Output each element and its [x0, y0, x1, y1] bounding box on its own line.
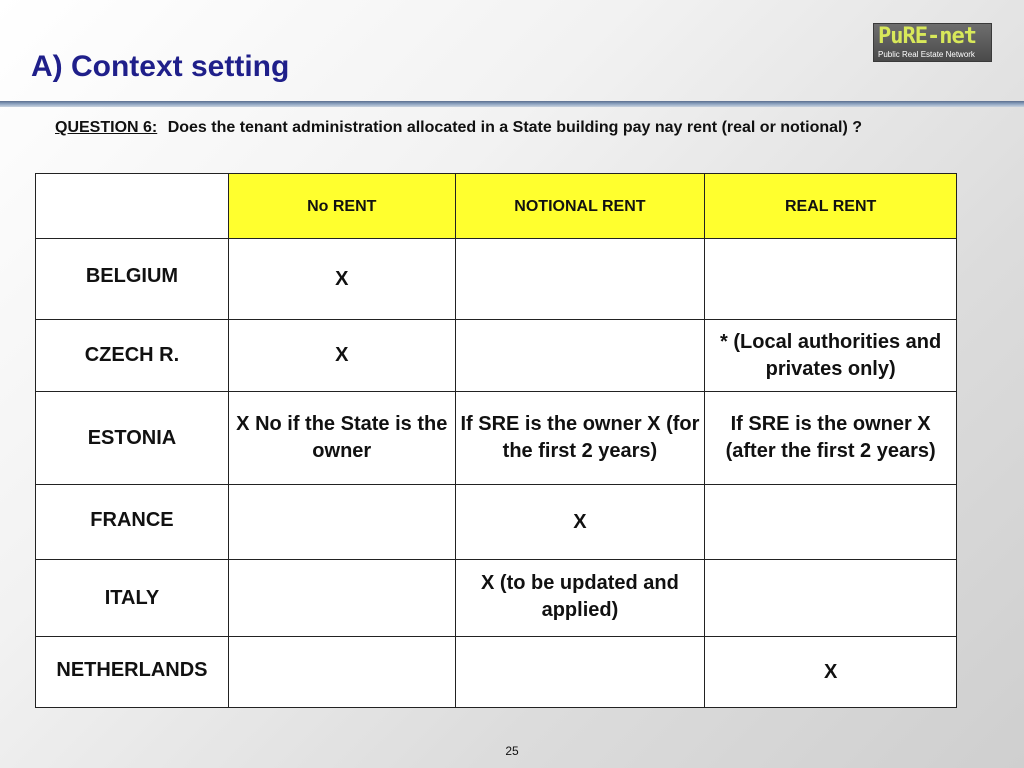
rent-table: [35, 173, 957, 708]
notional-rent-cell: [455, 320, 705, 392]
real-rent-cell: [705, 239, 957, 320]
notional-rent-cell: [455, 239, 705, 320]
real-rent-cell: If SRE is the owner X (after the first 2 years): [705, 392, 957, 485]
table-row: [36, 392, 957, 485]
country-cell: NETHERLANDS: [36, 637, 229, 708]
no-rent-cell: X: [228, 239, 455, 320]
real-rent-cell: X: [705, 637, 957, 708]
header-cell-real-rent: REAL RENT: [705, 174, 957, 239]
notional-rent-cell: If SRE is the owner X (for the first 2 years): [455, 392, 705, 485]
table-row: [36, 560, 957, 637]
logo-main-text: PuRE-net: [878, 24, 976, 49]
country-cell: ESTONIA: [36, 392, 229, 485]
country-cell: FRANCE: [36, 485, 229, 560]
real-rent-cell: [705, 485, 957, 560]
header-divider: [0, 101, 1024, 107]
logo-sub-text: Public Real Estate Network: [878, 50, 975, 59]
country-cell: BELGIUM: [36, 239, 229, 320]
slide-title: A) Context setting: [31, 50, 290, 83]
page-number: 25: [505, 744, 519, 758]
header-cell-no-rent: No RENT: [228, 174, 455, 239]
question-text-block: [55, 116, 977, 140]
table-row: [36, 320, 957, 392]
country-cell: CZECH R.: [36, 320, 229, 392]
header-cell-notional-rent: NOTIONAL RENT: [455, 174, 705, 239]
table-row: [36, 485, 957, 560]
table-row: [36, 239, 957, 320]
no-rent-cell: X: [228, 320, 455, 392]
table-header-row: [36, 174, 957, 239]
notional-rent-cell: X: [455, 485, 705, 560]
pure-net-logo: [873, 23, 992, 62]
country-cell: ITALY: [36, 560, 229, 637]
real-rent-cell: [705, 560, 957, 637]
notional-rent-cell: [455, 637, 705, 708]
no-rent-cell: [228, 485, 455, 560]
header-cell-empty: [36, 174, 229, 239]
real-rent-cell: * (Local authorities and privates only): [705, 320, 957, 392]
no-rent-cell: X No if the State is the owner: [228, 392, 455, 485]
notional-rent-cell: X (to be updated and applied): [455, 560, 705, 637]
no-rent-cell: [228, 637, 455, 708]
question-body: Does the tenant administration allocated in a State building pay nay rent (real or notional) ?: [167, 119, 863, 136]
table-row: [36, 637, 957, 708]
question-label: QUESTION 6:: [55, 119, 158, 136]
no-rent-cell: [228, 560, 455, 637]
